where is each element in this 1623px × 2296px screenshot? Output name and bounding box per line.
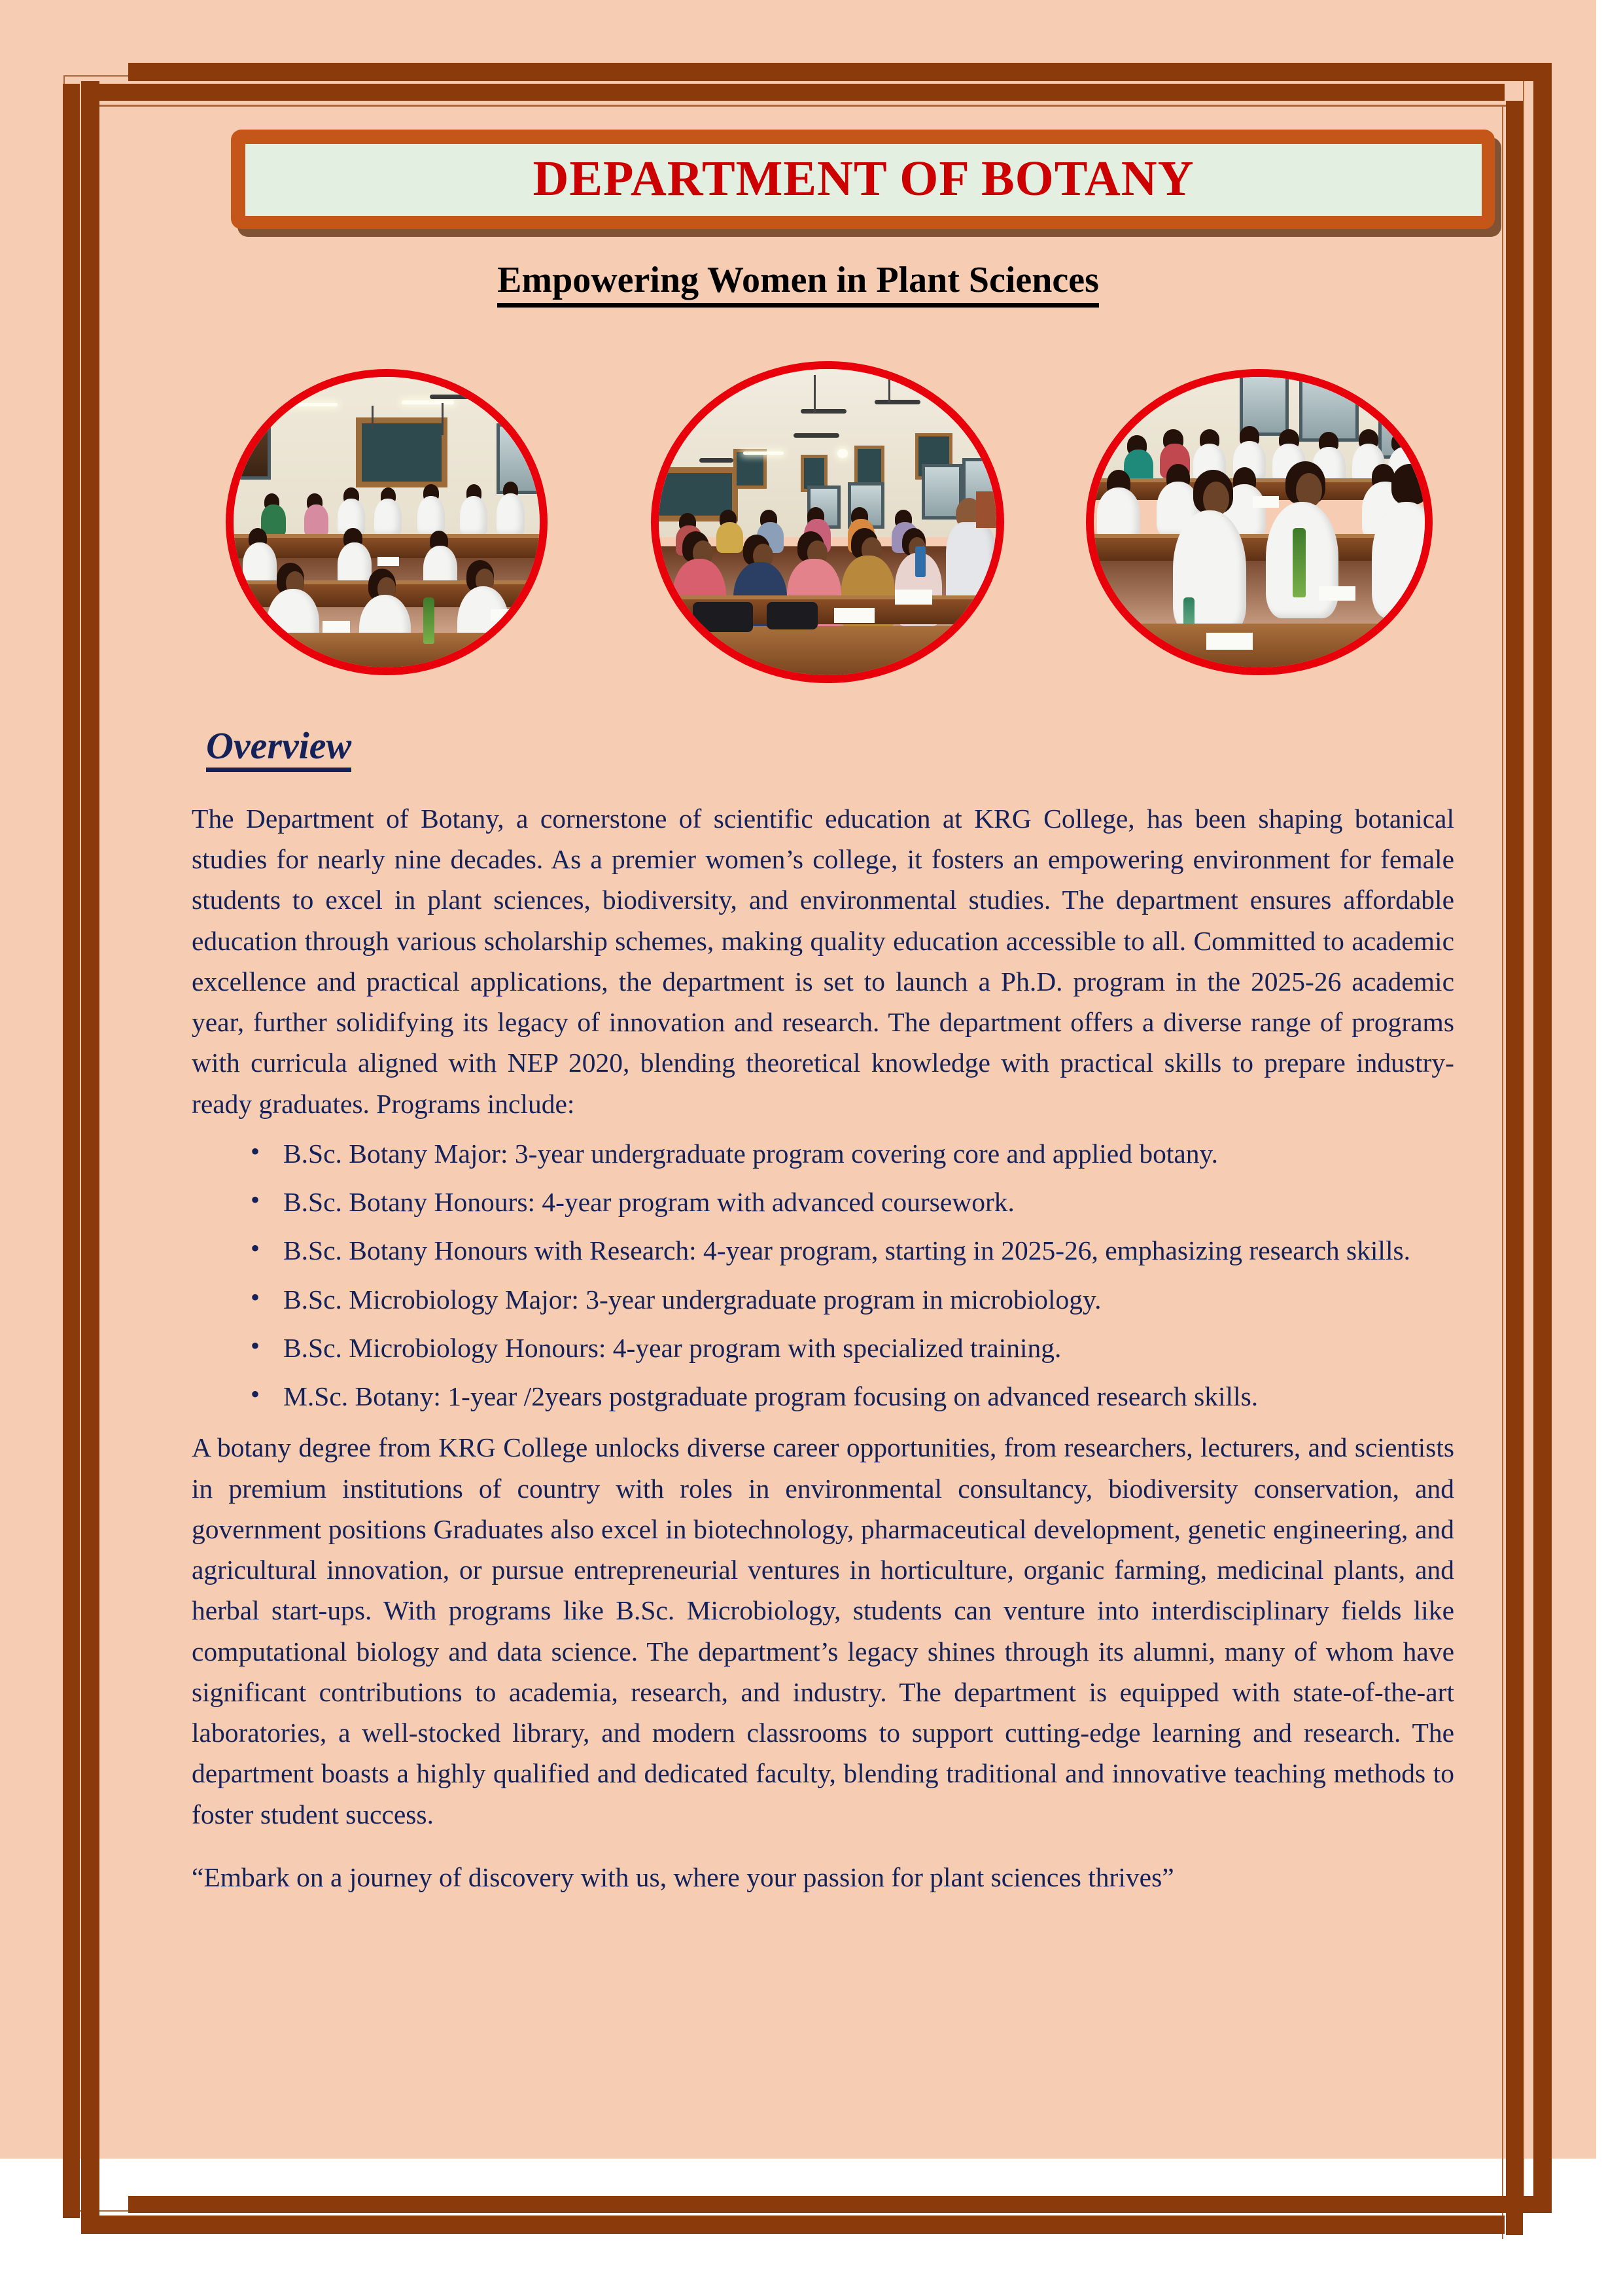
overview-heading-wrap <box>192 726 1454 798</box>
photo-2-canvas <box>659 369 996 675</box>
list-item: • B.Sc. Microbiology Honours: 4-year program with specialized training. <box>251 1328 1454 1368</box>
page-title: DEPARTMENT OF BOTANY <box>532 150 1195 206</box>
overview-paragraph-1: The Department of Botany, a cornerstone of scientific education at KRG College, has been shaping botanical studies for nearly nine decades. As a premier women’s college, it fosters an empowering environment for female students to excel in plant sciences, biodiversity, and environmental studies. The department ensures affordable education through various scholarship schemes, making quality education accessible to all. Committed to academic excellence and practical applications, the department is set to launch a Ph.D. program in the 2025-26 academic year, further solidifying its legacy of innovation and research. The department offers a diverse range of programs with curricula aligned with NEP 2020, blending theoretical knowledge with practical skills to prepare industry-ready graduates. Programs include: <box>192 803 1454 1119</box>
list-item: • B.Sc. Microbiology Major: 3-year undergraduate program in microbiology. <box>251 1279 1454 1320</box>
photo-lecture-hall <box>651 361 1004 683</box>
frame-border-outer-bottom <box>81 2216 1505 2234</box>
photo-1-canvas <box>234 377 540 667</box>
overview-heading: Overview <box>206 726 351 772</box>
list-item: • B.Sc. Botany Honours with Research: 4-year program, starting in 2025-26, emphasizing research skills. <box>251 1230 1454 1271</box>
frame-hairline-right <box>1523 75 1524 2212</box>
photo-botany-laboratory <box>226 369 548 675</box>
article-body <box>192 726 1454 1898</box>
frame-border-outer-left <box>81 81 99 2216</box>
frame-border-outer-right <box>1533 63 1552 2197</box>
photo-3-canvas <box>1094 377 1425 667</box>
title-banner <box>231 130 1495 229</box>
frame-border-inner-top <box>81 84 1505 101</box>
photo-gallery <box>226 361 1433 686</box>
closing-quote: “Embark on a journey of discovery with us, where your passion for plant sciences thrives” <box>192 1862 1174 1892</box>
title-banner-interior <box>245 144 1482 216</box>
page-subtitle <box>0 259 1596 301</box>
list-item: • B.Sc. Botany Major: 3-year undergraduate program covering core and applied botany. <box>251 1133 1454 1174</box>
page-subtitle-text: Empowering Women in Plant Sciences <box>497 260 1099 308</box>
list-item: • B.Sc. Botany Honours: 4-year program with advanced coursework. <box>251 1182 1454 1222</box>
programs-list <box>192 1133 1454 1417</box>
frame-hairline-inner-right <box>1502 105 1503 2239</box>
list-item: • M.Sc. Botany: 1-year /2years postgraduate program focusing on advanced research skills. <box>251 1376 1454 1417</box>
frame-border-inner-right <box>1506 101 1523 2235</box>
frame-border-inner-bottom <box>128 2196 1552 2213</box>
frame-hairline-inner-top <box>97 105 1524 107</box>
overview-paragraph-2: A botany degree from KRG College unlocks diverse career opportunities, from researchers, lecturers, and scientists in premium institutions of country with roles in environmental consultancy, biodiversity conservation, and government positions Graduates also excel in biotechnology, pharmaceutical development, genetic engineering, and agricultural innovation, or pursue entrepreneurial ventures in horticulture, organic farming, medicinal plants, and herbal start-ups. With programs like B.Sc. Microbiology, students can venture into interdisciplinary fields like computational biology and data science. The department’s legacy shines through its alumni, many of whom have significant contributions to academia, research, and industry. The department is equipped with state-of-the-art laboratories, a well-stocked library, and modern classrooms to support cutting-edge learning and research. The department boasts a highly qualified and dedicated faculty, blending traditional and innovative teaching methods to foster student success. <box>192 1432 1454 1829</box>
frame-border-outer-top <box>128 63 1552 81</box>
frame-border-inner-left <box>63 84 80 2218</box>
photo-students-lab-coats <box>1086 369 1433 675</box>
